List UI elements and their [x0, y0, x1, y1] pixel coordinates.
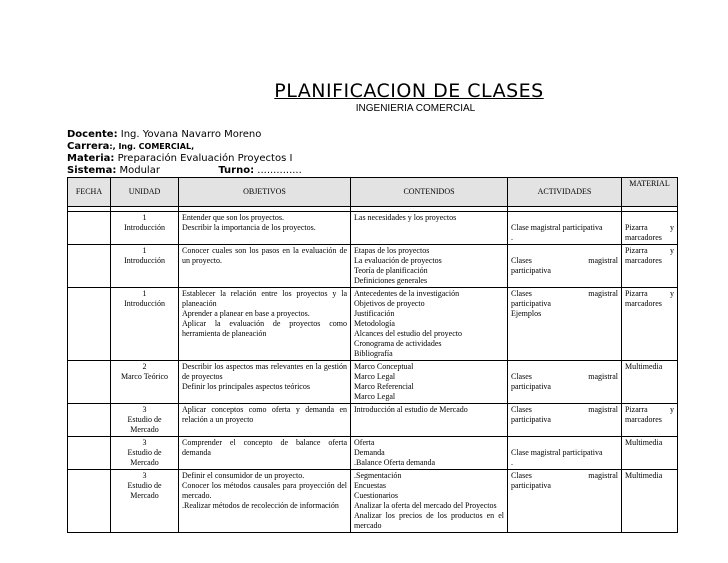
contenidos-cell: [351, 212, 508, 245]
actividades-line: participativa: [511, 382, 551, 391]
contenidos-line: Objetivos de proyecto: [354, 299, 425, 308]
planning-table: [67, 177, 678, 533]
objetivos-cell: [179, 245, 351, 288]
objetivos-line: Aplicar conceptos como oferta y demanda en relación a un proyecto: [182, 405, 347, 424]
unidad-line: 3: [142, 405, 147, 414]
objetivos-line: Entender que son los proyectos.: [182, 213, 284, 222]
material-line: Pizarra y: [625, 405, 674, 414]
material-cell: [622, 245, 678, 288]
contenidos-line: Teoría de planificación: [354, 266, 428, 275]
header-fecha: FECHA: [68, 178, 111, 207]
material-line: Pizarra y: [625, 223, 674, 232]
fecha-cell: [68, 245, 111, 288]
objetivos-cell: [179, 437, 351, 470]
contenidos-line: Analizar la oferta del mercado del Proyectos: [354, 501, 497, 510]
fecha-cell: [68, 470, 111, 533]
actividades-cell: [508, 470, 622, 533]
unidad-line: Estudio de: [127, 481, 162, 490]
actividades-line: participativa: [511, 481, 551, 490]
carrera-line: [67, 141, 194, 153]
contenidos-line: Oferta: [354, 438, 375, 447]
materia-line: [67, 153, 292, 165]
contenidos-cell: [351, 245, 508, 288]
objetivos-line: Definir el consumidor de un proyecto.: [182, 471, 305, 480]
unidad-line: Introducción: [124, 299, 165, 308]
actividades-line: Ejemplos: [511, 309, 542, 318]
page-subtitle-wrap: [0, 103, 728, 114]
docente-value: Ing. Yovana Navarro Moreno: [120, 129, 262, 140]
fecha-cell: [68, 212, 111, 245]
actividades-line: [511, 438, 618, 448]
actividades-line: .: [511, 458, 513, 467]
actividades-line: Clases magistral: [511, 256, 618, 265]
material-line: marcadores: [625, 256, 662, 265]
contenidos-line: Marco Referencial: [354, 382, 414, 391]
objetivos-cell: [179, 404, 351, 437]
header-material: MATERIAL: [622, 178, 678, 207]
unidad-line: Mercado: [130, 491, 159, 500]
unidad-line: 1: [142, 213, 147, 222]
table-row: [68, 288, 678, 361]
contenidos-cell: [351, 288, 508, 361]
contenidos-line: Analizar los precios de los productos en el mercado: [354, 511, 504, 530]
fecha-cell: [68, 361, 111, 404]
material-line: Multimedia: [625, 471, 663, 480]
material-line: marcadores: [625, 415, 662, 424]
objetivos-line: Comprender el concepto de balance oferta demanda: [182, 438, 347, 457]
contenidos-line: Justificación: [354, 309, 395, 318]
unidad-line: 2: [142, 362, 147, 371]
actividades-cell: [508, 361, 622, 404]
unidad-line: Marco Teórico: [120, 372, 169, 381]
table-row: [68, 437, 678, 470]
objetivos-line: Describir los aspectos mas relevantes en la gestión de proyectos: [182, 362, 347, 381]
objetivos-cell: [179, 212, 351, 245]
page-subtitle: INGENIERIA COMERCIAL: [355, 103, 476, 114]
table-header-row: [68, 178, 678, 207]
unidad-line: Estudio de: [127, 415, 162, 424]
actividades-cell: [508, 245, 622, 288]
materia-value: Preparación Evaluación Proyectos I: [117, 153, 293, 164]
page-title-wrap: [0, 80, 728, 102]
unidad-line: 3: [142, 438, 147, 447]
contenidos-line: .Balance Oferta demanda: [354, 458, 436, 467]
unidad-cell: [111, 288, 179, 361]
docente-line: [67, 129, 261, 141]
unidad-line: 1: [142, 289, 147, 298]
actividades-cell: [508, 212, 622, 245]
contenidos-line: Metodología: [354, 319, 395, 328]
actividades-line: participativa: [511, 299, 551, 308]
contenidos-line: Encuestas: [354, 481, 386, 490]
unidad-line: Mercado: [130, 458, 159, 467]
material-line: Multimedia: [625, 438, 663, 447]
fecha-cell: [68, 288, 111, 361]
unidad-cell: [111, 404, 179, 437]
material-cell: [622, 361, 678, 404]
objetivos-line: Aplicar la evaluación de proyectos como herramienta de planeación: [182, 319, 347, 338]
material-cell: [622, 437, 678, 470]
sistema-value: Modular: [119, 165, 160, 176]
contenidos-line: Las necesidades y los proyectos: [354, 213, 457, 222]
material-line: marcadores: [625, 233, 662, 242]
unidad-line: Estudio de: [127, 448, 162, 457]
actividades-line: Clases magistral: [511, 471, 618, 480]
objetivos-cell: [179, 470, 351, 533]
fecha-cell: [68, 404, 111, 437]
contenidos-line: La evaluación de proyectos: [354, 256, 442, 265]
actividades-cell: [508, 404, 622, 437]
unidad-cell: [111, 470, 179, 533]
unidad-line: Mercado: [130, 425, 159, 434]
objetivos-line: Conocer cuales son los pasos en la evaluación de un proyecto.: [182, 246, 347, 265]
objetivos-line: Definir los principales aspectos teóricos: [182, 382, 310, 391]
contenidos-line: Bibliografía: [354, 349, 393, 358]
table-row: [68, 212, 678, 245]
contenidos-line: Marco Conceptual: [354, 362, 414, 371]
actividades-line: Clases magistral: [511, 289, 618, 298]
objetivos-line: Aprender a planear en base a proyectos.: [182, 309, 310, 318]
material-cell: [622, 404, 678, 437]
unidad-cell: [111, 437, 179, 470]
sistema-label: Sistema:: [67, 165, 117, 176]
unidad-line: Introducción: [124, 256, 165, 265]
contenidos-line: Introducción al estudio de Mercado: [354, 405, 468, 414]
unidad-line: 3: [142, 471, 147, 480]
table-row: [68, 470, 678, 533]
materia-label: Materia:: [67, 153, 115, 164]
actividades-line: [511, 213, 618, 223]
actividades-line: .: [511, 233, 513, 242]
header-contenidos: CONTENIDOS: [351, 178, 508, 207]
unidad-cell: [111, 245, 179, 288]
actividades-line: Clase magistral participativa: [511, 223, 603, 232]
contenidos-cell: [351, 437, 508, 470]
material-line: Pizarra y: [625, 246, 674, 255]
material-cell: [622, 288, 678, 361]
contenidos-line: Alcances del estudio del proyecto: [354, 329, 462, 338]
header-objetivos: OBJETIVOS: [179, 178, 351, 207]
turno-value: ..............: [257, 165, 302, 176]
contenidos-line: Antecedentes de la investigación: [354, 289, 460, 298]
material-cell: [622, 470, 678, 533]
material-line: [625, 213, 674, 223]
objetivos-cell: [179, 361, 351, 404]
carrera-label: Carrera: [67, 141, 110, 152]
objetivos-cell: [179, 288, 351, 361]
fecha-cell: [68, 437, 111, 470]
contenidos-cell: [351, 404, 508, 437]
material-line: marcadores: [625, 299, 662, 308]
objetivos-line: Establecer la relación entre los proyectos y la planeación: [182, 289, 347, 308]
objetivos-line: Describir la importancia de los proyectos.: [182, 223, 316, 232]
contenidos-line: Cronograma de actividades: [354, 339, 442, 348]
page-title: PLANIFICACION DE CLASES: [274, 80, 544, 102]
table-row: [68, 361, 678, 404]
actividades-line: participativa: [511, 266, 551, 275]
material-line: Multimedia: [625, 362, 663, 371]
table-row: [68, 404, 678, 437]
actividades-line: [511, 246, 618, 256]
docente-label: Docente:: [67, 129, 118, 140]
sistema-line: [67, 165, 302, 177]
contenidos-line: Definiciones generales: [354, 276, 428, 285]
unidad-line: Introducción: [124, 223, 165, 232]
objetivos-line: Conocer los métodos causales para proyección del mercado.: [182, 481, 347, 500]
actividades-line: participativa: [511, 415, 551, 424]
header-actividades: ACTIVIDADES: [508, 178, 622, 207]
contenidos-line: Cuestionarios: [354, 491, 398, 500]
material-line: Pizarra y: [625, 289, 674, 298]
contenidos-cell: [351, 470, 508, 533]
actividades-cell: [508, 437, 622, 470]
carrera-value: :, Ing. COMERCIAL,: [109, 142, 195, 151]
objetivos-line: .Realizar métodos de recolección de información: [182, 501, 339, 510]
contenidos-line: Marco Legal: [354, 392, 396, 401]
contenidos-line: .Segmentación: [354, 471, 402, 480]
unidad-cell: [111, 361, 179, 404]
actividades-line: Clases magistral: [511, 405, 618, 414]
actividades-cell: [508, 288, 622, 361]
contenidos-line: Demanda: [354, 448, 385, 457]
actividades-line: [511, 362, 618, 372]
contenidos-line: Etapas de los proyectos: [354, 246, 430, 255]
table-body: [68, 207, 678, 533]
unidad-line: 1: [142, 246, 147, 255]
actividades-line: Clases magistral: [511, 372, 618, 381]
contenidos-cell: [351, 361, 508, 404]
table-row: [68, 245, 678, 288]
unidad-cell: [111, 212, 179, 245]
turno-label: Turno:: [218, 165, 255, 176]
header-unidad: UNIDAD: [111, 178, 179, 207]
actividades-line: Clase magistral participativa: [511, 448, 603, 457]
material-cell: [622, 212, 678, 245]
contenidos-line: Marco Legal: [354, 372, 396, 381]
